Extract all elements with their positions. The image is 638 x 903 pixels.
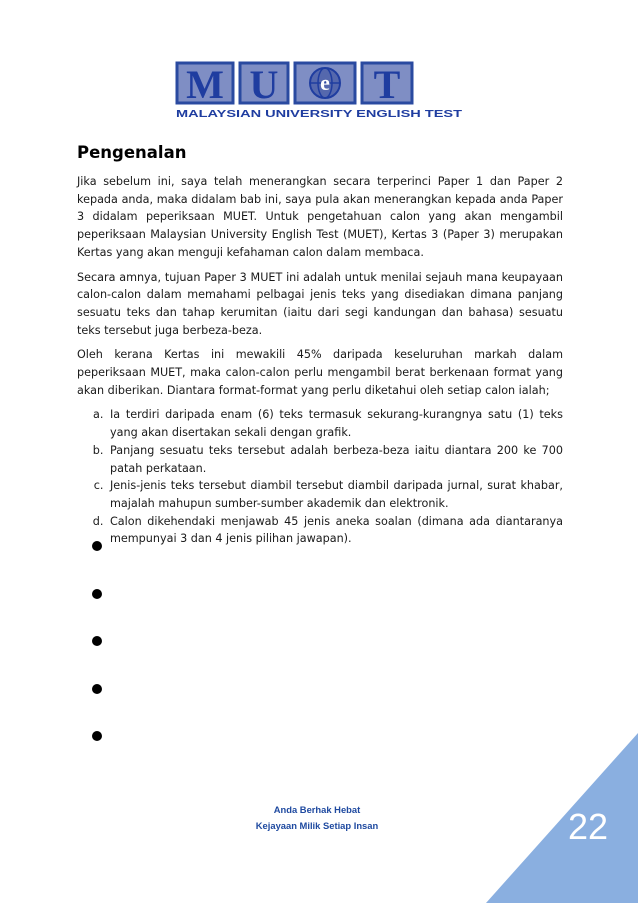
bullet-dot <box>92 636 102 646</box>
list-item: a. Ia terdiri daripada enam (6) teks termasuk sekurang-kurangnya satu (1) teks yang akan disertakan sekali dengan grafik. <box>107 406 563 441</box>
body-text <box>77 173 563 548</box>
logo-letter-e-globe <box>295 63 355 103</box>
logo-letter-t <box>362 62 412 107</box>
page-footer <box>232 802 402 834</box>
logo-letter-u <box>240 62 288 107</box>
bullet-dot <box>92 541 102 551</box>
logo-letter-m <box>177 62 233 107</box>
list-item: d. Calon dikehendaki menjawab 45 jenis aneka soalan (dimana ada diantaranya mempunyai 3 dan 4 jenis pilihan jawapan). <box>107 513 563 548</box>
list-item: c. Jenis-jenis teks tersebut diambil tersebut diambil daripada jurnal, surat khabar, majalah mahupun sumber-sumber akademik dan elektronik. <box>107 477 563 512</box>
paragraph-purpose: Secara amnya, tujuan Paper 3 MUET ini adalah untuk menilai sejauh mana keupayaan calon-calon dalam memahami pelbagai jenis teks yang disediakan dimana panjang sesuatu teks dan tahap kerumitan (iaitu dari segi kandungan dan bahasa) sesuatu teks tersebut juga berbeza-beza. <box>77 270 563 337</box>
svg-text:U: U <box>249 62 279 107</box>
bullet-dot <box>92 684 102 694</box>
svg-text:T: T <box>373 62 401 107</box>
footer-line-2: Kejayaan Milik Setiap Insan <box>255 820 379 831</box>
muet-logo <box>174 60 464 122</box>
format-list <box>77 406 563 548</box>
bullet-dot <box>92 731 102 741</box>
empty-bullet-list <box>92 541 102 779</box>
logo-tagline: MALAYSIAN UNIVERSITY ENGLISH TEST <box>176 108 463 120</box>
page-number: 22 <box>568 806 609 847</box>
list-item: b. Panjang sesuatu teks tersebut adalah berbeza-beza iaitu diantara 200 ke 700 patah perkataan. <box>107 442 563 477</box>
corner-triangle <box>486 733 638 903</box>
svg-text:e: e <box>320 70 330 95</box>
bullet-dot <box>92 589 102 599</box>
footer-line-1: Anda Berhak Hebat <box>273 804 361 815</box>
paragraph-intro: Jika sebelum ini, saya telah menerangkan secara terperinci Paper 1 dan Paper 2 kepada anda, maka didalam bab ini, saya pula akan menerangkan kepada anda Paper 3 didalam peperiksaan MUET. Untuk pengetahuan calon yang akan mengambil peperiksaan Malaysian University English Test (MUET), Kertas 3 (Paper 3) merupakan Kertas yang akan menguji kefahaman calon dalam membaca. <box>77 175 563 259</box>
paragraph-format: Oleh kerana Kertas ini mewakili 45% daripada keseluruhan markah dalam peperiksaan MUET, maka calon-calon perlu mengambil berat berkenaan format yang akan diberikan. Diantara format-format yang perlu diketahui oleh setiap calon ialah; <box>77 348 563 397</box>
svg-text:M: M <box>186 62 224 107</box>
section-heading: Pengenalan <box>77 143 187 162</box>
